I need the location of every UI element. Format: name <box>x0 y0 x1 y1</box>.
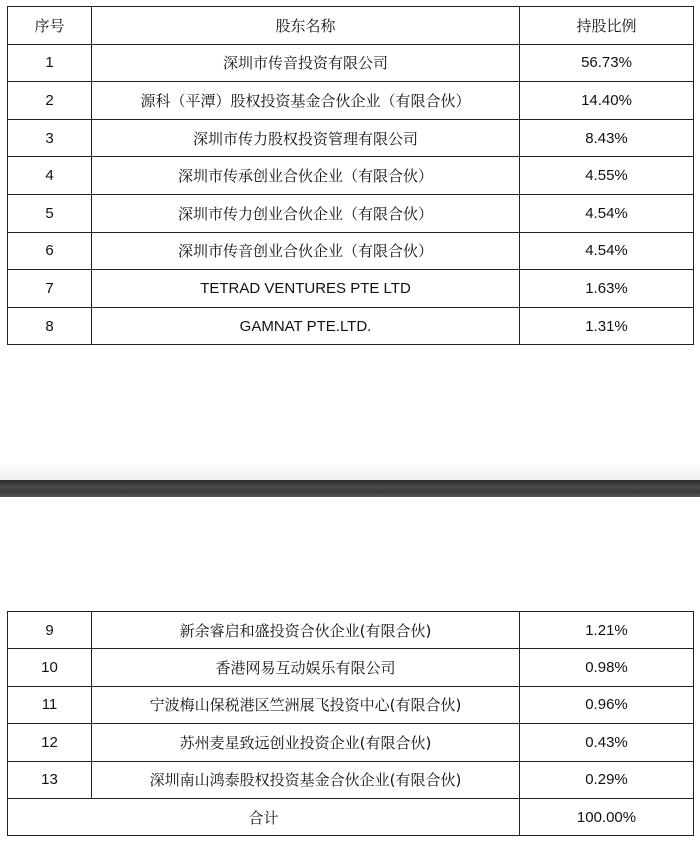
total-row <box>8 798 694 835</box>
row-name: 苏州麦星致远创业投资企业(有限合伙) <box>92 724 520 761</box>
header-ratio: 持股比例 <box>520 7 694 45</box>
row-no: 5 <box>8 194 92 232</box>
table-row <box>8 761 694 798</box>
row-no: 8 <box>8 307 92 345</box>
row-ratio: 0.96% <box>520 686 694 723</box>
row-ratio: 0.98% <box>520 649 694 686</box>
table-row <box>8 119 694 157</box>
table-header-row <box>8 7 694 45</box>
row-ratio: 1.63% <box>520 270 694 308</box>
table-row <box>8 232 694 270</box>
row-name: 香港网易互动娱乐有限公司 <box>92 649 520 686</box>
row-name: 深圳市传力股权投资管理有限公司 <box>92 119 520 157</box>
row-name: 深圳南山鸿泰股权投资基金合伙企业(有限合伙) <box>92 761 520 798</box>
row-no: 1 <box>8 44 92 82</box>
row-ratio: 1.21% <box>520 612 694 649</box>
row-name: 深圳市传承创业合伙企业（有限合伙） <box>92 157 520 195</box>
table-row <box>8 44 694 82</box>
row-no: 3 <box>8 119 92 157</box>
row-name: 深圳市传音投资有限公司 <box>92 44 520 82</box>
row-name: GAMNAT PTE.LTD. <box>92 307 520 345</box>
row-no: 12 <box>8 724 92 761</box>
row-ratio: 0.29% <box>520 761 694 798</box>
row-no: 13 <box>8 761 92 798</box>
row-ratio: 4.54% <box>520 232 694 270</box>
row-name: TETRAD VENTURES PTE LTD <box>92 270 520 308</box>
table-row <box>8 82 694 120</box>
row-no: 7 <box>8 270 92 308</box>
row-ratio: 8.43% <box>520 119 694 157</box>
row-name: 宁波梅山保税港区竺洲展飞投资中心(有限合伙) <box>92 686 520 723</box>
shareholder-table-page-2 <box>7 611 694 836</box>
page-bottom-shadow <box>0 462 700 480</box>
row-ratio: 14.40% <box>520 82 694 120</box>
row-ratio: 1.31% <box>520 307 694 345</box>
row-ratio: 0.43% <box>520 724 694 761</box>
row-no: 11 <box>8 686 92 723</box>
header-no: 序号 <box>8 7 92 45</box>
table-row <box>8 157 694 195</box>
table-row <box>8 686 694 723</box>
row-ratio: 4.54% <box>520 194 694 232</box>
row-no: 4 <box>8 157 92 195</box>
header-name: 股东名称 <box>92 7 520 45</box>
row-ratio: 4.55% <box>520 157 694 195</box>
table-row <box>8 270 694 308</box>
total-label: 合计 <box>8 798 520 835</box>
row-no: 10 <box>8 649 92 686</box>
row-name: 源科（平潭）股权投资基金合伙企业（有限合伙） <box>92 82 520 120</box>
total-ratio: 100.00% <box>520 798 694 835</box>
row-name: 深圳市传音创业合伙企业（有限合伙） <box>92 232 520 270</box>
row-no: 6 <box>8 232 92 270</box>
table-row <box>8 649 694 686</box>
row-name: 深圳市传力创业合伙企业（有限合伙） <box>92 194 520 232</box>
row-no: 2 <box>8 82 92 120</box>
table-row <box>8 307 694 345</box>
page-break-divider <box>0 480 700 497</box>
table-row <box>8 194 694 232</box>
row-ratio: 56.73% <box>520 44 694 82</box>
row-no: 9 <box>8 612 92 649</box>
row-name: 新余睿启和盛投资合伙企业(有限合伙) <box>92 612 520 649</box>
table-row <box>8 724 694 761</box>
shareholder-table-page-1 <box>7 6 694 345</box>
table-row <box>8 612 694 649</box>
